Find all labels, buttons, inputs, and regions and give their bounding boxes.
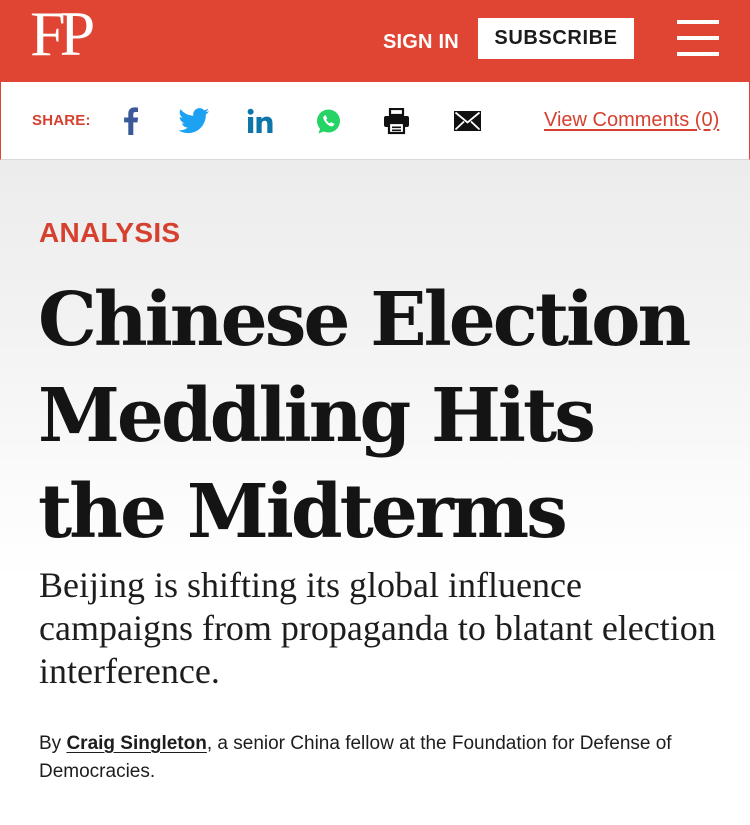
article-dek: Beijing is shifting its global influence campaigns from propaganda to blatant election interference. <box>39 565 716 691</box>
share-bar <box>0 82 750 160</box>
top-navigation-bar <box>0 0 750 82</box>
hamburger-line <box>677 20 719 24</box>
email-icon-glyph <box>454 111 481 131</box>
view-comments-link[interactable]: View Comments (0) <box>544 109 720 131</box>
sign-in-link[interactable]: SIGN IN <box>383 31 459 53</box>
hamburger-line <box>677 36 719 40</box>
hamburger-line <box>677 52 719 56</box>
print-icon-glyph <box>383 108 410 135</box>
linkedin-icon[interactable] <box>246 106 274 136</box>
article-headline: Chinese Election Meddling Hits the Midterms <box>38 277 689 555</box>
author-link[interactable]: Craig Singleton <box>66 733 207 754</box>
facebook-icon-glyph <box>123 107 139 135</box>
twitter-icon-glyph <box>178 108 210 134</box>
whatsapp-icon-glyph <box>315 108 342 135</box>
facebook-icon[interactable] <box>119 106 143 136</box>
byline-prefix: By <box>39 733 67 754</box>
subscribe-button[interactable]: SUBSCRIBE <box>478 18 634 59</box>
fp-logo[interactable]: FP <box>30 0 90 69</box>
hamburger-menu-icon[interactable] <box>677 20 719 56</box>
byline-suffix: , a senior China fellow at the Foundation for Defense of Democracies. <box>39 733 672 782</box>
linkedin-icon-glyph <box>247 108 273 134</box>
article-byline <box>39 730 729 786</box>
article-kicker[interactable]: ANALYSIS <box>39 217 181 248</box>
share-label: SHARE: <box>32 112 91 129</box>
twitter-icon[interactable] <box>177 106 211 136</box>
email-icon[interactable] <box>453 106 481 136</box>
print-icon[interactable] <box>382 106 410 136</box>
article-header <box>0 160 750 825</box>
whatsapp-icon[interactable] <box>314 106 342 136</box>
